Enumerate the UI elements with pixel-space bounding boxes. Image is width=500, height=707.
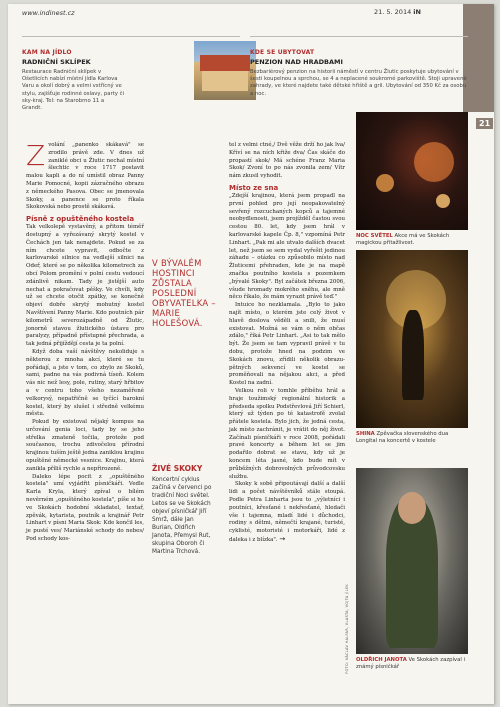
caption-label: NOC SVĚTEL <box>356 233 393 239</box>
sidebar-box <box>152 464 216 556</box>
article-column-1 <box>26 139 144 544</box>
photo-caption <box>356 657 468 671</box>
sidebar-text: Koncertní cyklus začíná v červenci po tradiční Noci světel. Letos se ve Skokách objeví písničkář Jiří Smrž, dále Jan Burian, Oldřich Janota, Přemysl Rut, skupina Oboroh či Martina Trchová. <box>152 477 212 555</box>
caption-text: Ve Skokách zazpíval i známý písničkář <box>356 657 465 670</box>
infobox-category: KDE SE UBYTOVAT <box>250 49 315 56</box>
photo-shina-concert <box>356 250 468 445</box>
intro-paragraph: volání „panenko skákavá" se zrodilo právě zde. V dnes už zaniklé obci u Žlutic nechal místní šlechtic v roce 1717 postavit malou kapli a do ní umístil obraz Panny Marie Pomocné, kopii zázračného obrazu z německého Pasova. Obec se jmenovala Skoky, a panence se proto říkala Skokovská nebo prostě skákavá. <box>26 142 144 211</box>
caption-label: OLDŘICH JANOTA <box>356 657 407 663</box>
article-column-2 <box>229 142 345 545</box>
body-paragraph-text: Skoky k sobě připoutávají další a další lidi a počet návštěvníků stále stoupá. Podle Petra Linharta jsou to „výletníci i poutníci, křesťané i nekřesťané, hledači vše i tajemna, mladí lidé i důchodci, rodiny s dětmi, němečtí krajané, turisté, cyklisté, motoristé i motorkáři, lidé z daleka i z blízka". <box>229 481 345 544</box>
pull-quote: V BÝVALÉM HOSTINCI ZŮSTALA POSLEDNÍ OBYVATELKA – MARIE HOLEŠOVÁ. <box>152 258 216 328</box>
caption-label: SHINA <box>356 431 375 437</box>
infobox-title: PENZION NAD HRADBAMI <box>250 58 343 66</box>
magazine-page <box>8 4 494 704</box>
singer-figure <box>402 310 424 400</box>
photo-image <box>356 250 468 428</box>
site-url: www.indinest.cz <box>22 9 75 17</box>
infobox-text: Bezbariérový penzion na historii náměstí v centru Žlutic poskytuje ubytování v šesti koupelnou a sprchou, se 4 a neplacené soukromé parkoviště. Stoji upravené zahrady, ve které najdete také dětské hřiště a gril. Ubytování od 350 Kč za osobu a noc. <box>250 69 467 97</box>
photo-image <box>356 468 468 654</box>
page-number: 21 <box>476 118 493 129</box>
brand-logo: iN <box>413 8 421 16</box>
end-mark: → <box>279 535 286 544</box>
sidebar-title: ŽIVÉ SKOKY <box>152 464 203 473</box>
restaurant-photo <box>194 41 256 100</box>
body-paragraph <box>229 481 345 544</box>
photo-image <box>356 112 468 230</box>
body-paragraph: Daleko lépe pocit z „opuštěného kostela" umí vyjádřit písničkáři. Vedle Karla Kryla, který zpíval o bílém nevěrném „opuštěného kostela", píše si ho ve Skokách hodobní skladatel, textař, zpěvák, kytarista, poutník a krajinář Petr Linhart v písni Maria Skok: Kde končil les, je pusté ves/ Mariánské schody do nebes/ Pod schody kos- <box>26 473 144 543</box>
infobox-title: RADNIČNÍ SKLÍPEK <box>22 58 91 66</box>
section-heading: Písně z opuštěného kostela <box>26 215 135 224</box>
drop-cap: Z <box>26 139 46 172</box>
body-paragraph: Když doba vaší návštěvy nekoliduje s některou z mnoha akcí, které se tu pořádají, a jste v tom, co zbylo ze Skoků, sami, padne na vás podivná tíseň. Kolem vás nic než lesy, pole, rutiny, starý hřbitov a v centru toho všeho nezaměřené velkorysý, nepatřičně se tyčící barokní kostel, který by slušel i středně velkému městu. <box>26 348 144 418</box>
candle-glow <box>376 174 394 192</box>
caption-text: Zpěvačka slovenského dua Longital na koncertě v kostele <box>356 431 449 444</box>
photo-oldrich-janota <box>356 468 468 671</box>
candle-glow <box>414 142 454 182</box>
body-paragraph: Velkou roli v tomhle příběhu hrál a hraje toužimský regionální historik a předseda spolku Podstřevlová Jiří Schierl, který už týden po té katastrofě zvolal přátele kostela. Bylo jich, že jedná cesta, jak místo zachránit, je vrátit do něj život. Začínali písničkáři v roce 2008, pořádali pravé koncerty a během let se jim podařilo dobrat se stavu, kdy už je koncem léta jasné, kdo bude mít v průběžných dobrovolných průvodcovsku službu. <box>229 387 345 480</box>
wall-shape <box>202 71 248 91</box>
body-paragraph: tel z velmi ctné,/ Dvě věže drží ho jak lva/ Kříví se na ních křiže dva/ Čas skáče do propastí skok/ Má schéne Franz Maria Skok/ Zvoní to po nás zvonila zem/ Vítr nám zkusil vyhodit. <box>229 142 345 180</box>
section-heading: Místo ze sna <box>229 183 279 192</box>
infobox-accommodation <box>250 36 468 118</box>
photo-credit: FOTO: VÁCLAV HALFAR, VLASTA, VOJTA JÍLEK <box>345 584 349 674</box>
body-paragraph: „Zdejší krajinou, která jsem propadl na první pohled pro její neopakovatelný sevřený rozcuchaných kopců a tajemné neobydlenosti, jsem projížděl častou svou cestou 80. let, kdy jsem hrál v karlovarské kapele Čp. 8," vzpomíná Petr Linhart. „Pak mi ale utvalo dalších dvacet let, než jsem se sem vydal vyřešit jedinou záhadu – otázku co způsobilo místo nad Žluticemi přehraden, kde je na mapě značka poutního kostela s pozemkem „bývalé Skoky". Byl začátek března 2006, všude hromady mokrého sněhu, ale mně něco říkalo, že mám vyrazit právě teď." <box>229 192 345 301</box>
singer-face <box>398 492 426 524</box>
infobox-category: KAM NA JÍDLO <box>22 49 72 56</box>
photo-caption <box>356 431 468 445</box>
issue-date-text: 21. 5. 2014 <box>374 8 412 16</box>
body-paragraph: Pokud by existoval nějaký kompus na určování genia loci, tady by se jeho střelka zmateně točila, protože pod současnou, trochu zdivočelou přírodní krajinou tuším ještě jedna zaniklou krajinu opuštěné německé vesnice. Krajinu, která zanikla příliš rychle a nepřirozeně. <box>26 419 144 472</box>
infobox-text: Restaurace Radniční sklípek v Ošetlicích nabízí místní jídla Karlova Varu a okolí dobrý a velmi vstřícný ve stylu, zajišťuje rodinné oslavy, party či sky-kraj. Tel: na Starobrno 11 a Grandt. <box>22 69 124 112</box>
roof-shape <box>200 55 250 71</box>
candle-glow <box>436 194 450 208</box>
photo-night-of-lights <box>356 112 468 247</box>
caption-text: Akce má ve Skokách magickou přitažlivost. <box>356 233 450 246</box>
issue-date <box>374 8 421 16</box>
body-paragraph: Tak velkolepě vystavěný, a přitom téměř dostupný a vyřezávaný skrytý kostel v Čechách jen tak nenajdete. Pokud se za ním chcete vypravit, odbočte z karlovarské silnice na vedlejší silnici na Odeř, které se po několika kilometrech za obcí Polom promění v polní cestu vedoucí zdánlivě nikam. Tady je jistější auto nechat a pokračovat pěšky. Ve chvíli, kdy už se chcete otočit zpátky, se konečně objeví dobře skrytý mohutný kostel Navštívení Panny Marie. Kdo poutních pár kilometrů severozápadně od Žlutic, jonorně stavou žlutického ústavu pro paralyzy, případně přístupné přechrada, a tak jedná přijíždějí cesta je ta polní. <box>26 224 144 348</box>
page-header <box>8 4 494 26</box>
photo-caption <box>356 233 468 247</box>
body-paragraph: Intuice ho nezklamala. „Bylo to jako najít místo, o kterém jste celý život v hlavě doslova věděli a snili, že musí existovat. Možná se vám o něm občas zdálo," říká Petr Linhart. „Asi to tak mělo být. Že jsem se tam vypravil právě v tu dobu, protože hned na podzim ve Skokách znovu, zřídili několik obrazu-pětných sekvencí ve kostel se proměňovali na nějakou akci, a před Kostel na zadní. <box>229 302 345 387</box>
